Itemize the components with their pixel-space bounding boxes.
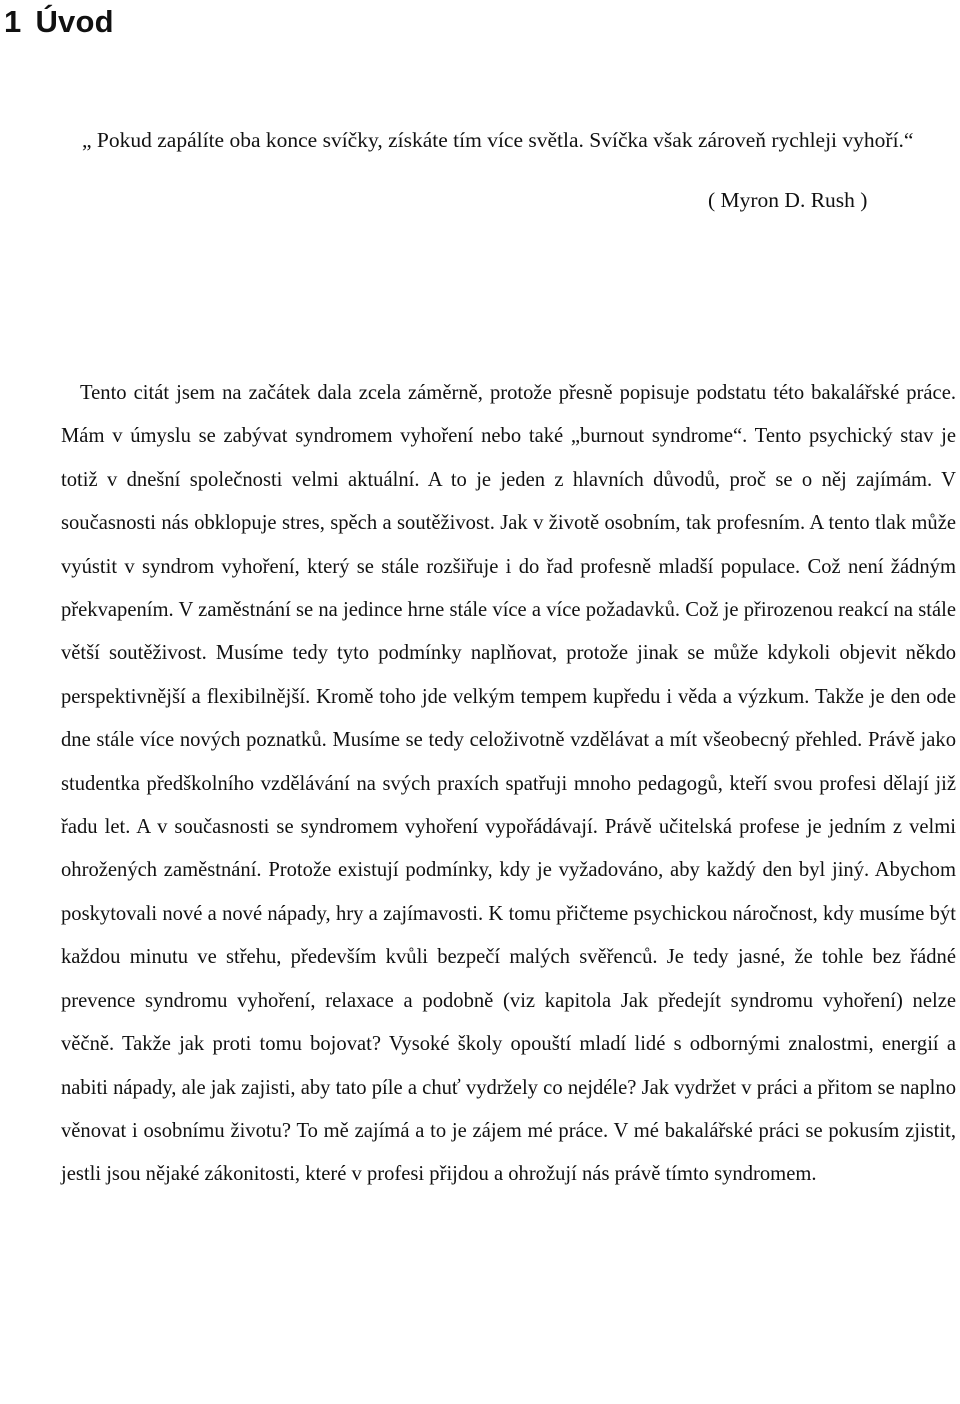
intro-paragraph: Tento citát jsem na začátek dala zcela záměrně, protože přesně popisuje podstatu této bakalářské práce. Mám v úmyslu se zabývat syndromem vyhoření nebo také „burnout syndrome“. Tento psychický stav je totiž v dnešní společnosti velmi aktuální. A to je jeden z hlavních důvodů, proč se o něj zajímám. V současnosti nás obklopuje stres, spěch a soutěživost. Jak v životě osobním, tak profesním. A tento tlak může vyústit v syndrom vyhoření, který se stále rozšiřuje i do řad profesně mladší populace. Což není žádným překvapením. V zaměstnání se na jedince hrne stále více a více požadavků. Což je přirozenou reakcí na stále větší soutěživost. Musíme tedy tyto podmínky naplňovat, protože jinak se může kdykoli objevit někdo perspektivnější a flexibilnější. Kromě toho jde velkým tempem kupředu i věda a výzkum. Takže je den ode dne stále více nových poznatků. Musíme se tedy celoživotně vzdělávat a mít všeobecný přehled. Právě jako studentka předškolního vzdělávání na svých praxích spatřuji mnoho pedagogů, kteří svou profesi dělají již řadu let. A v současnosti se syndromem vyhoření vypořádávají. Právě učitelská profese je jedním z velmi ohrožených zaměstnání. Protože existují podmínky, kdy je vyžadováno, aby každý den byl jiný. Abychom poskytovali nové a nové nápady, hry a zajímavosti. K tomu přičteme psychickou náročnost, kdy musíme být každou minutu ve střehu, především kvůli bezpečí malých svěřenců. Je tedy jasné, že tohle bez řádné prevence syndromu vyhoření, relaxace a podobně (viz kapitola Jak předejít syndromu vyhoření) nelze věčně. Takže jak proti tomu bojovat? Vysoké školy opouští mladí lidé s odbornými znalostmi, energií a nabiti nápady, ale jak zajisti, aby tato píle a chuť vydržely co nejdéle? Jak vydržet v práci a přitom se naplno věnovat i osobnímu životu? To mě zajímá a to je zájem mé práce. V mé bakalářské práci se pokusím zjistit, jestli jsou nějaké zákonitosti, které v profesi přijdou a ohrožují nás právě tímto syndromem.: [61, 382, 956, 1186]
chapter-title: Úvod: [35, 4, 114, 39]
chapter-heading: [4, 2, 114, 42]
chapter-number: 1: [4, 4, 22, 39]
epigraph-author: ( Myron D. Rush ): [708, 188, 868, 212]
epigraph-quote: „ Pokud zapálíte oba konce svíčky, získáte tím více světla. Svíčka však zároveň rychleji vyhoří.“: [82, 128, 914, 152]
